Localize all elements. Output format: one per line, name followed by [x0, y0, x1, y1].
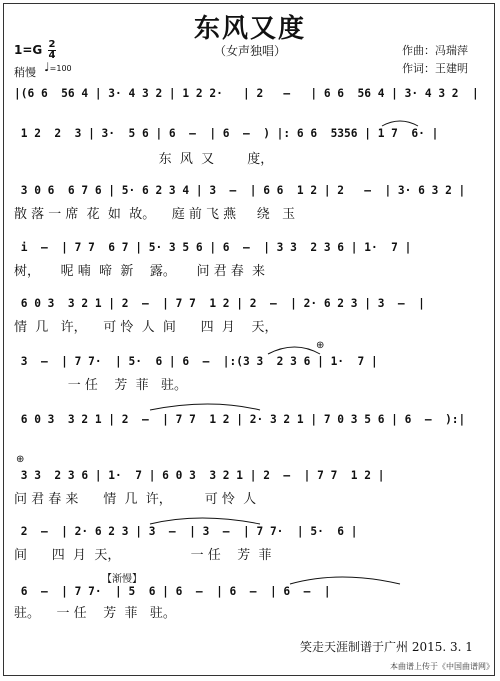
lyricist-credit: 作词：王建明 [402, 62, 468, 75]
time-signature-upper: 2 [48, 39, 56, 50]
quarter-note-icon: ♩ [44, 60, 50, 74]
time-signature [48, 40, 56, 61]
lyrics-line: 散 落 一 席 花 如 故。 庭 前 飞 燕 绕 玉 [14, 207, 296, 222]
metronome-marking [44, 60, 72, 74]
music-system-7 [14, 412, 490, 436]
tempo-marking: 稍慢 [14, 66, 36, 79]
notation-line: 6 0 3 3 2 1 | 2 – | 7 7 1 2 | 2 – | 2· 6 2 3 | 3 – | [14, 297, 425, 310]
footer-credit: 笑走天涯制谱于广州 2015. 3. 1 [300, 640, 473, 654]
notation-line: 3 – | 7 7· | 5· 6 | 6 – |:(3 3 2 3 6 | 1· 7 | [14, 355, 378, 368]
metronome-value: =100 [49, 64, 72, 73]
time-signature-lower: 4 [48, 50, 56, 61]
lyrics-line: 东 风 又 度， [14, 152, 274, 167]
key-signature: 1=G [14, 43, 43, 57]
notation-line: 3 0 6 6 7 6 | 5· 6 2 3 4 | 3 – | 6 6 1 2 | 2 – | 3· 6 3 2 | [14, 184, 466, 197]
notation-line: 2 – | 2· 6 2 3 | 3 – | 3 – | 7 7· | 5· 6 | [14, 525, 358, 538]
lyrics-line: 情 几 许， 可 怜 人 间 四 月 天， [14, 320, 278, 335]
music-system-2 [14, 126, 490, 150]
notation-line: 6 0 3 3 2 1 | 2 – | 7 7 1 2 | 2· 3 2 1 | 7 0 3 5 6 | 6 – ):| [14, 413, 466, 426]
lyrics-line: 问 君 春 来 情 几 许， 可 怜 人 [14, 492, 257, 507]
dynamic-marking: 【渐慢】 [102, 574, 142, 585]
notation-line: |(6 6 56 4 | 3· 4 3 2 | 1 2 2· | 2 – | 6 6 56 4 | 3· 4 3 2 | [14, 87, 479, 100]
coda-sign-icon: ⊕ [16, 454, 25, 465]
lyrics-line: 树， 呢 喃 啼 新 露。 问 君 春 来 [14, 264, 266, 279]
notation-line: 3 3 2 3 6 | 1· 7 | 6 0 3 3 2 1 | 2 – | 7 7 1 2 | [14, 469, 385, 482]
notation-line: 1 2 2 3 | 3· 5 6 | 6 – | 6 – ) |: 6 6 5356 | 1 7 6· | [14, 127, 439, 140]
song-title: 东风又度 [193, 14, 306, 44]
notation-line: 6 – | 7 7· | 5 6 | 6 – | 6 – | 6 – | [14, 585, 331, 598]
notation-line: i – | 7 7 6 7 | 5· 3 5 6 | 6 – | 3 3 2 3 6 | 1· 7 | [14, 241, 412, 254]
music-system-1 [14, 86, 490, 110]
coda-sign-icon: ⊕ [316, 340, 325, 351]
composer-credit: 作曲：冯瑞萍 [402, 44, 468, 57]
lyrics-line: 间 四 月 天， 一 任 芳 菲 [14, 548, 272, 563]
lyrics-line: 一 任 芳 菲 驻。 [14, 378, 188, 393]
source-watermark: 本曲谱上传于《中国曲谱网》 [390, 662, 494, 671]
song-subtitle: （女声独唱） [213, 44, 286, 58]
lyrics-line: 驻。 一 任 芳 菲 驻。 [14, 606, 176, 621]
